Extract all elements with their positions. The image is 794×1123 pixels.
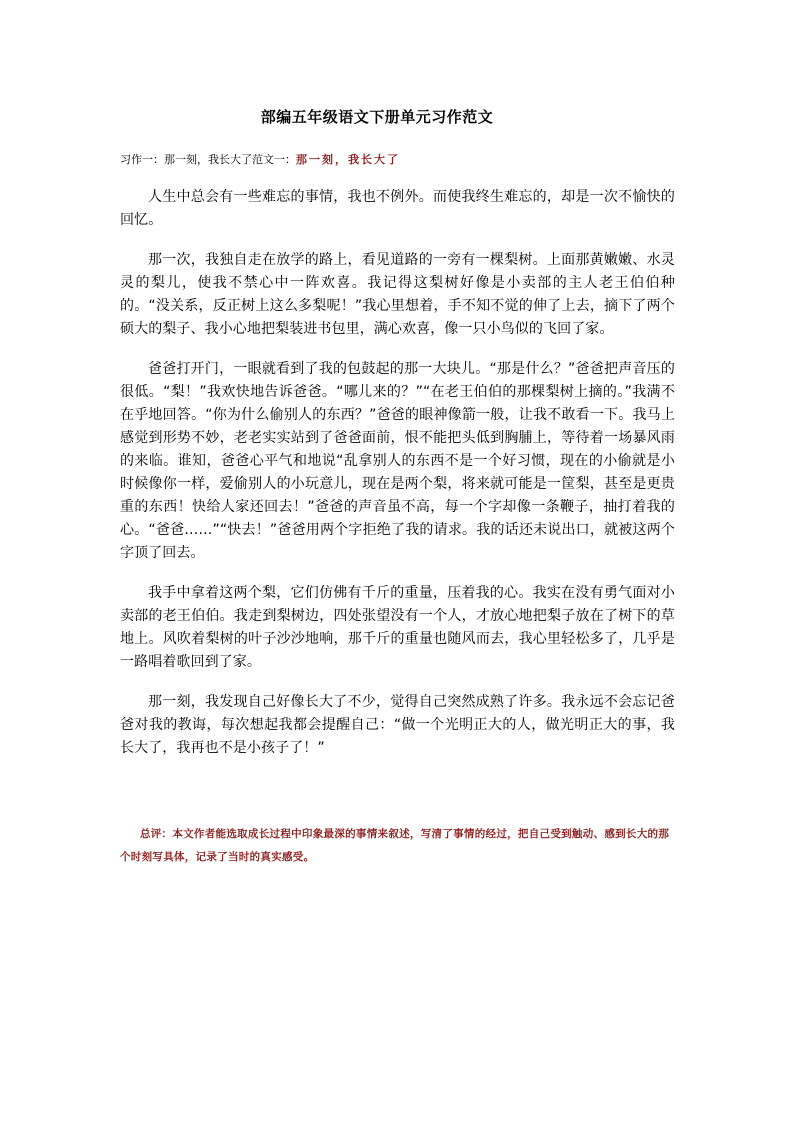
paragraph-3: 爸爸打开门，一眼就看到了我的包鼓起的那一大块儿。“那是什么？”爸爸把声音压的很低。“梨！”我欢快地告诉爸爸。“哪儿来的？”“在老王伯伯的那棵梨树上摘的。”我满不在乎地回答。“你为什么偷别人的东西？”爸爸的眼神像箭一般，让我不敢看一下。我马上感觉到形势不妙，老老实实站到了爸爸面前，恨不能把头低到胸脯上，等待着一场暴风雨的来临。谁知，爸爸心平气和地说“乱拿别人的东西不是一个好习惯，现在的小偷就是小时候像你一样，爱偷别人的小玩意儿，现在是两个梨，将来就可能是一筐梨，甚至是更贵重的东西！快给人家还回去！”爸爸的声音虽不高，每一个字却像一条鞭子，抽打着我的心。“爸爸……”“快去！”爸爸用两个字拒绝了我的请求。我的话还未说出口，就被这两个字顶了回去。 — [120, 361, 675, 561]
essay-body — [120, 186, 675, 777]
teacher-comment: 总评：本文作者能选取成长过程中印象最深的事情来叙述，写清了事情的经过，把自己受到触动、感到长大的那个时刻写具体，记录了当时的真实感受。 — [120, 828, 670, 863]
paragraph-4: 我手中拿着这两个梨，它们仿佛有千斤的重量，压着我的心。我实在没有勇气面对小卖部的老王伯伯。我走到梨树边，四处张望没有一个人，才放心地把梨子放在了树下的草地上。风吹着梨树的叶子沙沙地响，那千斤的重量也随风而去，我心里轻松多了，几乎是一路唱着歌回到了家。 — [120, 585, 675, 670]
paragraph-5: 那一刻，我发现自己好像长大了不少，觉得自己突然成熟了许多。我永远不会忘记爸爸对我的教诲，每次想起我都会提醒自己：“做一个光明正大的人，做光明正大的事，我长大了，我再也不是小孩子了！” — [120, 694, 675, 756]
document-subtitle — [120, 151, 400, 167]
document-title: 部编五年级语文下册单元习作范文 — [260, 108, 494, 126]
paragraph-2: 那一次，我独自走在放学的路上，看见道路的一旁有一棵梨树。上面那黄嫩嫩、水灵灵的梨儿，使我不禁心中一阵欢喜。我记得这梨树好像是小卖部的主人老王伯伯种的。“没关系，反正树上这么多梨呢！”我心里想着，手不知不觉的伸了上去，摘下了两个硕大的梨子、我小心地把梨装进书包里，满心欢喜，像一只小鸟似的飞回了家。 — [120, 252, 675, 337]
subtitle-highlight: 那一刻，我长大了 — [296, 153, 400, 166]
subtitle-prefix: 习作一：那一刻，我长大了范文一： — [120, 153, 296, 166]
paragraph-1: 人生中总会有一些难忘的事情，我也不例外。而使我终生难忘的，却是一次不愉快的回忆。 — [120, 189, 675, 228]
